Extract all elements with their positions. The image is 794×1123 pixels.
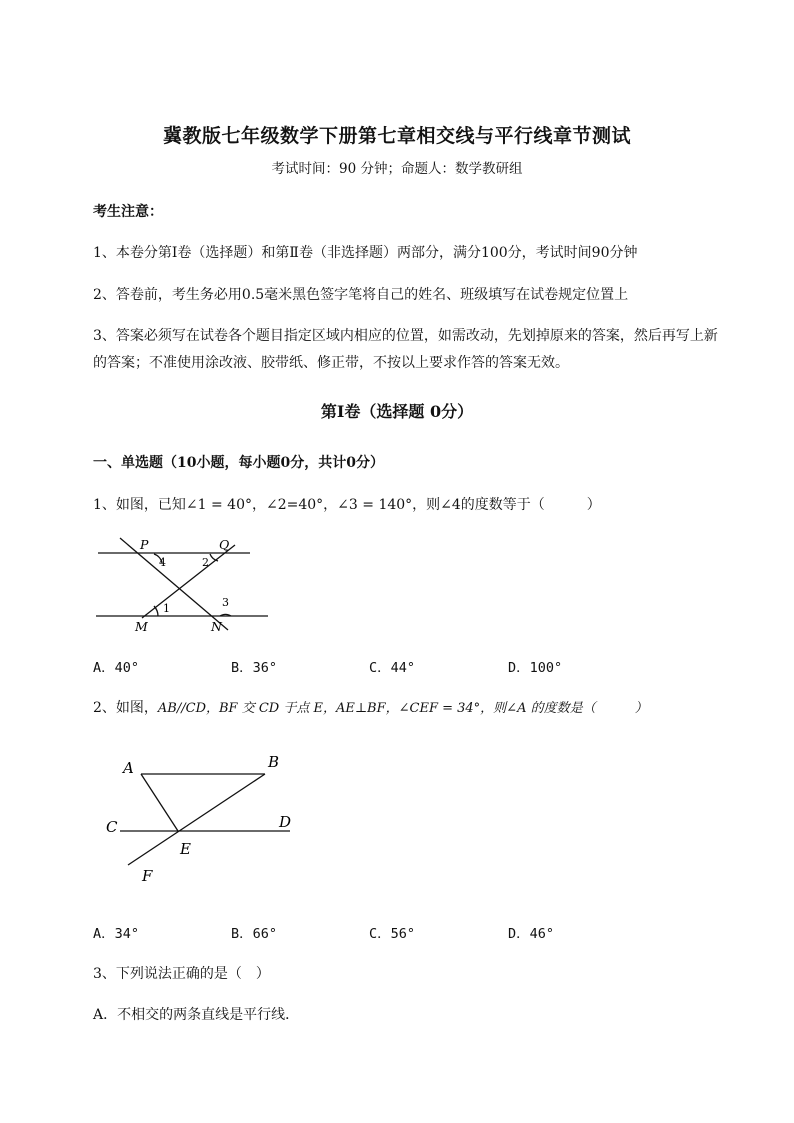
question-2-figure (100, 750, 310, 890)
label-c: C (106, 818, 118, 836)
question-2-stem-math: AB//CD，BF 交 CD 于点 E，AE⊥BF，∠CEF = 34°，则∠A 的度数是（ ） (157, 701, 648, 716)
label-angle-1: 1 (163, 602, 170, 615)
label-angle-3: 3 (222, 596, 229, 609)
label-m: M (135, 619, 148, 634)
segment-ae (141, 774, 178, 831)
question-2-stem-prefix: 2、如图， (93, 700, 158, 716)
q2-option-b[interactable]: B．66° (231, 926, 278, 942)
line-bf (128, 774, 265, 865)
part-heading: 一、单选题（10小题，每小题0分，共计0分） (93, 455, 384, 471)
q3-option-a[interactable]: A．不相交的两条直线是平行线． (93, 1007, 300, 1023)
q1-option-c[interactable]: C．44° (369, 660, 416, 676)
notice-item-3: 3、答案必须写在试卷各个题目指定区域内相应的位置，如需改动，先划掉原来的答案，然后再写上新 (93, 328, 718, 344)
notice-heading: 考生注意： (93, 204, 163, 220)
label-b: B (268, 753, 280, 771)
notice-item-3-cont: 的答案；不准使用涂改液、胶带纸、修正带，不按以上要求作答的答案无效。 (93, 355, 569, 371)
label-e: E (180, 840, 191, 858)
q2-option-c[interactable]: C．56° (369, 926, 416, 942)
label-n: N (211, 619, 222, 634)
exam-info: 考试时间：90 分钟；命题人：数学教研组 (271, 161, 523, 177)
notice-item-2: 2、答卷前，考生务必用0.5毫米黑色签字笔将自己的姓名、班级填写在试卷规定位置上 (93, 287, 629, 303)
section-title: 第Ⅰ卷（选择题 0分） (320, 402, 474, 421)
q2-option-d[interactable]: D．46° (508, 926, 555, 942)
question-1-stem: 1、如图，已知∠1 = 40°，∠2=40°，∠3 = 140°，则∠4的度数等于（ ） (93, 497, 601, 513)
label-q: Q (219, 537, 230, 552)
notice-item-1: 1、本卷分第Ⅰ卷（选择题）和第Ⅱ卷（非选择题）两部分，满分100分，考试时间90分钟 (93, 245, 638, 261)
q1-option-b[interactable]: B．36° (231, 660, 278, 676)
q1-option-d[interactable]: D．100° (508, 660, 563, 676)
question-1-figure (90, 530, 280, 640)
q1-option-a[interactable]: A．40° (93, 660, 140, 676)
angle-2-arc (210, 554, 218, 561)
angle-1-arc (154, 606, 158, 616)
label-p: P (140, 537, 149, 552)
label-angle-4: 4 (159, 556, 166, 569)
label-d: D (279, 813, 292, 831)
page-title: 冀教版七年级数学下册第七章相交线与平行线章节测试 (162, 125, 631, 147)
label-f: F (142, 867, 153, 885)
label-a: A (123, 759, 134, 777)
q2-option-a[interactable]: A．34° (93, 926, 140, 942)
question-2-stem (93, 697, 648, 717)
question-3-stem: 3、下列说法正确的是（ ） (93, 966, 270, 982)
label-angle-2: 2 (202, 556, 209, 569)
